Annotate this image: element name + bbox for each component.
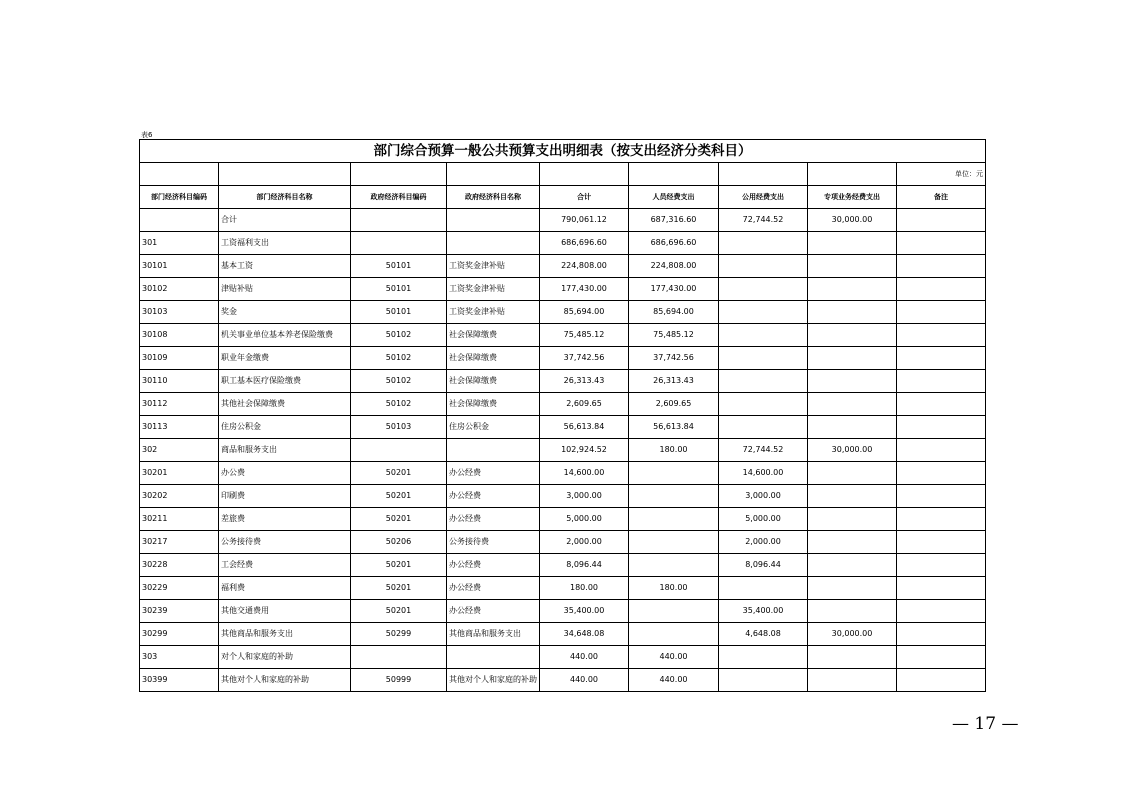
table-cell: 50201 bbox=[351, 600, 447, 623]
header-cell: 政府经济科目编码 bbox=[351, 186, 447, 209]
table-cell: 其他交通费用 bbox=[219, 600, 351, 623]
table-cell bbox=[808, 324, 897, 347]
table-cell bbox=[719, 669, 808, 692]
table-cell bbox=[897, 508, 986, 531]
table-cell bbox=[719, 646, 808, 669]
table-cell: 30102 bbox=[140, 278, 219, 301]
table-row bbox=[140, 370, 986, 393]
table-cell: 75,485.12 bbox=[629, 324, 719, 347]
table-cell bbox=[719, 416, 808, 439]
table-cell bbox=[808, 347, 897, 370]
table-cell bbox=[629, 554, 719, 577]
table-cell: 30,000.00 bbox=[808, 623, 897, 646]
table-cell: 301 bbox=[140, 232, 219, 255]
table-cell bbox=[719, 370, 808, 393]
table-row bbox=[140, 347, 986, 370]
header-cell: 公用经费支出 bbox=[719, 186, 808, 209]
table-cell bbox=[629, 531, 719, 554]
table-cell bbox=[351, 646, 447, 669]
table-cell bbox=[808, 278, 897, 301]
table-cell: 50102 bbox=[351, 324, 447, 347]
table-title: 部门综合预算一般公共预算支出明细表（按支出经济分类科目） bbox=[140, 140, 986, 163]
table-cell: 其他商品和服务支出 bbox=[447, 623, 540, 646]
table-cell: 56,613.84 bbox=[540, 416, 629, 439]
table-cell bbox=[351, 439, 447, 462]
table-cell bbox=[897, 301, 986, 324]
table-cell: 4,648.08 bbox=[719, 623, 808, 646]
table-cell: 35,400.00 bbox=[540, 600, 629, 623]
table-row bbox=[140, 531, 986, 554]
table-cell bbox=[351, 209, 447, 232]
table-cell: 790,061.12 bbox=[540, 209, 629, 232]
table-cell: 302 bbox=[140, 439, 219, 462]
unit-label: 单位：元 bbox=[897, 163, 986, 186]
table-cell: 职业年金缴费 bbox=[219, 347, 351, 370]
header-cell: 专项业务经费支出 bbox=[808, 186, 897, 209]
table-cell: 30110 bbox=[140, 370, 219, 393]
table-cell: 2,609.65 bbox=[540, 393, 629, 416]
table-cell: 社会保障缴费 bbox=[447, 347, 540, 370]
table-cell bbox=[629, 462, 719, 485]
table-cell: 34,648.08 bbox=[540, 623, 629, 646]
table-cell bbox=[897, 485, 986, 508]
table-cell: 30229 bbox=[140, 577, 219, 600]
table-cell: 30,000.00 bbox=[808, 209, 897, 232]
table-cell: 办公经费 bbox=[447, 577, 540, 600]
table-cell: 2,609.65 bbox=[629, 393, 719, 416]
table-cell: 50102 bbox=[351, 370, 447, 393]
table-cell bbox=[447, 232, 540, 255]
table-row bbox=[140, 600, 986, 623]
table-cell bbox=[447, 209, 540, 232]
table-cell bbox=[808, 600, 897, 623]
table-cell bbox=[897, 232, 986, 255]
table-cell: 办公费 bbox=[219, 462, 351, 485]
table-cell: 社会保障缴费 bbox=[447, 324, 540, 347]
table-cell: 工资福利支出 bbox=[219, 232, 351, 255]
table-cell: 26,313.43 bbox=[540, 370, 629, 393]
table-cell: 180.00 bbox=[540, 577, 629, 600]
table-cell bbox=[629, 623, 719, 646]
table-cell: 其他社会保障缴费 bbox=[219, 393, 351, 416]
table-cell: 办公经费 bbox=[447, 508, 540, 531]
table-cell: 30228 bbox=[140, 554, 219, 577]
table-cell: 37,742.56 bbox=[540, 347, 629, 370]
table-cell: 440.00 bbox=[540, 646, 629, 669]
table-row bbox=[140, 393, 986, 416]
table-cell: 奖金 bbox=[219, 301, 351, 324]
table-cell bbox=[719, 278, 808, 301]
table-cell bbox=[719, 301, 808, 324]
table-cell bbox=[719, 393, 808, 416]
table-cell bbox=[897, 554, 986, 577]
table-cell bbox=[719, 324, 808, 347]
table-row bbox=[140, 623, 986, 646]
table-cell: 440.00 bbox=[629, 646, 719, 669]
table-cell: 26,313.43 bbox=[629, 370, 719, 393]
table-cell: 30113 bbox=[140, 416, 219, 439]
table-cell bbox=[808, 485, 897, 508]
table-cell: 37,742.56 bbox=[629, 347, 719, 370]
table-cell: 50201 bbox=[351, 554, 447, 577]
table-cell: 30,000.00 bbox=[808, 439, 897, 462]
table-cell: 72,744.52 bbox=[719, 439, 808, 462]
table-cell: 180.00 bbox=[629, 577, 719, 600]
table-cell: 社会保障缴费 bbox=[447, 370, 540, 393]
table-cell: 224,808.00 bbox=[540, 255, 629, 278]
table-row bbox=[140, 554, 986, 577]
table-cell: 686,696.60 bbox=[629, 232, 719, 255]
table-row bbox=[140, 485, 986, 508]
table-cell: 50101 bbox=[351, 255, 447, 278]
table-cell bbox=[897, 370, 986, 393]
table-cell: 30103 bbox=[140, 301, 219, 324]
table-cell: 5,000.00 bbox=[540, 508, 629, 531]
table-cell: 基本工资 bbox=[219, 255, 351, 278]
table-cell: 50101 bbox=[351, 278, 447, 301]
table-cell bbox=[808, 370, 897, 393]
table-cell: 303 bbox=[140, 646, 219, 669]
page-number: — 17 — bbox=[952, 714, 1019, 734]
table-cell: 社会保障缴费 bbox=[447, 393, 540, 416]
header-row bbox=[140, 186, 986, 209]
table-cell: 30239 bbox=[140, 600, 219, 623]
table-cell bbox=[808, 646, 897, 669]
table-cell: 30202 bbox=[140, 485, 219, 508]
table-cell: 职工基本医疗保险缴费 bbox=[219, 370, 351, 393]
table-cell: 50201 bbox=[351, 485, 447, 508]
table-cell bbox=[897, 669, 986, 692]
table-cell bbox=[897, 462, 986, 485]
table-cell bbox=[629, 508, 719, 531]
table-cell: 其他对个人和家庭的补助 bbox=[447, 669, 540, 692]
table-row bbox=[140, 278, 986, 301]
table-cell bbox=[897, 646, 986, 669]
table-cell bbox=[447, 646, 540, 669]
table-cell: 177,430.00 bbox=[629, 278, 719, 301]
table-cell: 30109 bbox=[140, 347, 219, 370]
table-row bbox=[140, 508, 986, 531]
table-cell bbox=[719, 577, 808, 600]
table-cell bbox=[897, 416, 986, 439]
table-cell bbox=[808, 508, 897, 531]
header-cell: 政府经济科目名称 bbox=[447, 186, 540, 209]
table-cell: 50201 bbox=[351, 508, 447, 531]
table-cell bbox=[897, 209, 986, 232]
table-cell: 办公经费 bbox=[447, 485, 540, 508]
table-cell: 50299 bbox=[351, 623, 447, 646]
table-cell bbox=[897, 278, 986, 301]
table-cell bbox=[808, 393, 897, 416]
table-row bbox=[140, 669, 986, 692]
table-cell bbox=[629, 600, 719, 623]
table-cell: 50103 bbox=[351, 416, 447, 439]
table-cell: 其他对个人和家庭的补助 bbox=[219, 669, 351, 692]
table-cell bbox=[719, 347, 808, 370]
budget-table bbox=[139, 139, 986, 692]
table-cell bbox=[897, 531, 986, 554]
table-cell bbox=[808, 301, 897, 324]
table-cell bbox=[897, 393, 986, 416]
table-cell bbox=[447, 439, 540, 462]
table-cell: 102,924.52 bbox=[540, 439, 629, 462]
table-cell: 85,694.00 bbox=[540, 301, 629, 324]
table-cell: 对个人和家庭的补助 bbox=[219, 646, 351, 669]
table-cell bbox=[808, 577, 897, 600]
table-cell: 30112 bbox=[140, 393, 219, 416]
table-cell: 72,744.52 bbox=[719, 209, 808, 232]
header-cell: 合计 bbox=[540, 186, 629, 209]
table-row bbox=[140, 255, 986, 278]
table-cell bbox=[629, 485, 719, 508]
table-cell: 办公经费 bbox=[447, 554, 540, 577]
table-cell bbox=[897, 600, 986, 623]
table-cell: 工资奖金津补贴 bbox=[447, 301, 540, 324]
table-cell: 30101 bbox=[140, 255, 219, 278]
table-cell: 福利费 bbox=[219, 577, 351, 600]
table-cell bbox=[897, 577, 986, 600]
table-cell: 差旅费 bbox=[219, 508, 351, 531]
table-cell: 687,316.60 bbox=[629, 209, 719, 232]
table-cell bbox=[897, 347, 986, 370]
title-row bbox=[140, 140, 986, 163]
table-cell: 56,613.84 bbox=[629, 416, 719, 439]
table-cell: 3,000.00 bbox=[719, 485, 808, 508]
table-cell bbox=[897, 439, 986, 462]
table-cell bbox=[808, 462, 897, 485]
table-cell bbox=[140, 209, 219, 232]
table-cell: 50201 bbox=[351, 462, 447, 485]
table-cell: 30211 bbox=[140, 508, 219, 531]
table-row bbox=[140, 439, 986, 462]
unit-row bbox=[140, 163, 986, 186]
table-row bbox=[140, 462, 986, 485]
table-cell: 75,485.12 bbox=[540, 324, 629, 347]
table-cell: 津贴补贴 bbox=[219, 278, 351, 301]
table-row bbox=[140, 646, 986, 669]
header-cell: 部门经济科目编码 bbox=[140, 186, 219, 209]
table-cell: 3,000.00 bbox=[540, 485, 629, 508]
table-cell: 50206 bbox=[351, 531, 447, 554]
table-cell bbox=[808, 531, 897, 554]
table-cell: 224,808.00 bbox=[629, 255, 719, 278]
table-cell bbox=[808, 416, 897, 439]
table-cell: 180.00 bbox=[629, 439, 719, 462]
table-cell bbox=[897, 623, 986, 646]
table-cell: 440.00 bbox=[540, 669, 629, 692]
table-cell: 工会经费 bbox=[219, 554, 351, 577]
table-cell: 住房公积金 bbox=[447, 416, 540, 439]
table-cell: 177,430.00 bbox=[540, 278, 629, 301]
table-cell: 8,096.44 bbox=[540, 554, 629, 577]
table-cell: 住房公积金 bbox=[219, 416, 351, 439]
table-cell bbox=[897, 255, 986, 278]
table-cell: 50101 bbox=[351, 301, 447, 324]
table-cell: 公务接待费 bbox=[447, 531, 540, 554]
table-cell: 合计 bbox=[219, 209, 351, 232]
header-cell: 部门经济科目名称 bbox=[219, 186, 351, 209]
table-cell bbox=[897, 324, 986, 347]
table-cell: 440.00 bbox=[629, 669, 719, 692]
table-cell: 50102 bbox=[351, 393, 447, 416]
table-cell: 85,694.00 bbox=[629, 301, 719, 324]
table-row bbox=[140, 577, 986, 600]
header-cell: 人员经费支出 bbox=[629, 186, 719, 209]
table-cell: 30299 bbox=[140, 623, 219, 646]
table-row bbox=[140, 416, 986, 439]
table-cell: 印刷费 bbox=[219, 485, 351, 508]
table-cell bbox=[719, 255, 808, 278]
table-cell: 686,696.60 bbox=[540, 232, 629, 255]
table-cell: 30201 bbox=[140, 462, 219, 485]
table-cell: 14,600.00 bbox=[719, 462, 808, 485]
table-cell bbox=[808, 554, 897, 577]
table-cell: 工资奖金津补贴 bbox=[447, 278, 540, 301]
table-cell: 机关事业单位基本养老保险缴费 bbox=[219, 324, 351, 347]
table-cell: 2,000.00 bbox=[540, 531, 629, 554]
table-cell: 35,400.00 bbox=[719, 600, 808, 623]
table-cell: 工资奖金津补贴 bbox=[447, 255, 540, 278]
table-row bbox=[140, 301, 986, 324]
table-row bbox=[140, 324, 986, 347]
table-cell bbox=[351, 232, 447, 255]
table-cell: 其他商品和服务支出 bbox=[219, 623, 351, 646]
table-row bbox=[140, 232, 986, 255]
table-cell: 8,096.44 bbox=[719, 554, 808, 577]
table-cell: 办公经费 bbox=[447, 462, 540, 485]
table-cell: 30217 bbox=[140, 531, 219, 554]
table-label: 表6 bbox=[141, 131, 153, 139]
table-cell: 办公经费 bbox=[447, 600, 540, 623]
table-cell: 2,000.00 bbox=[719, 531, 808, 554]
table-cell: 商品和服务支出 bbox=[219, 439, 351, 462]
table-cell: 5,000.00 bbox=[719, 508, 808, 531]
table-cell: 50201 bbox=[351, 577, 447, 600]
table-cell: 30399 bbox=[140, 669, 219, 692]
table-row bbox=[140, 209, 986, 232]
table-cell bbox=[719, 232, 808, 255]
table-cell: 公务接待费 bbox=[219, 531, 351, 554]
table-cell bbox=[808, 669, 897, 692]
table-cell: 30108 bbox=[140, 324, 219, 347]
table-cell bbox=[808, 255, 897, 278]
table-cell bbox=[808, 232, 897, 255]
header-cell: 备注 bbox=[897, 186, 986, 209]
table-cell: 14,600.00 bbox=[540, 462, 629, 485]
table-cell: 50102 bbox=[351, 347, 447, 370]
table-cell: 50999 bbox=[351, 669, 447, 692]
